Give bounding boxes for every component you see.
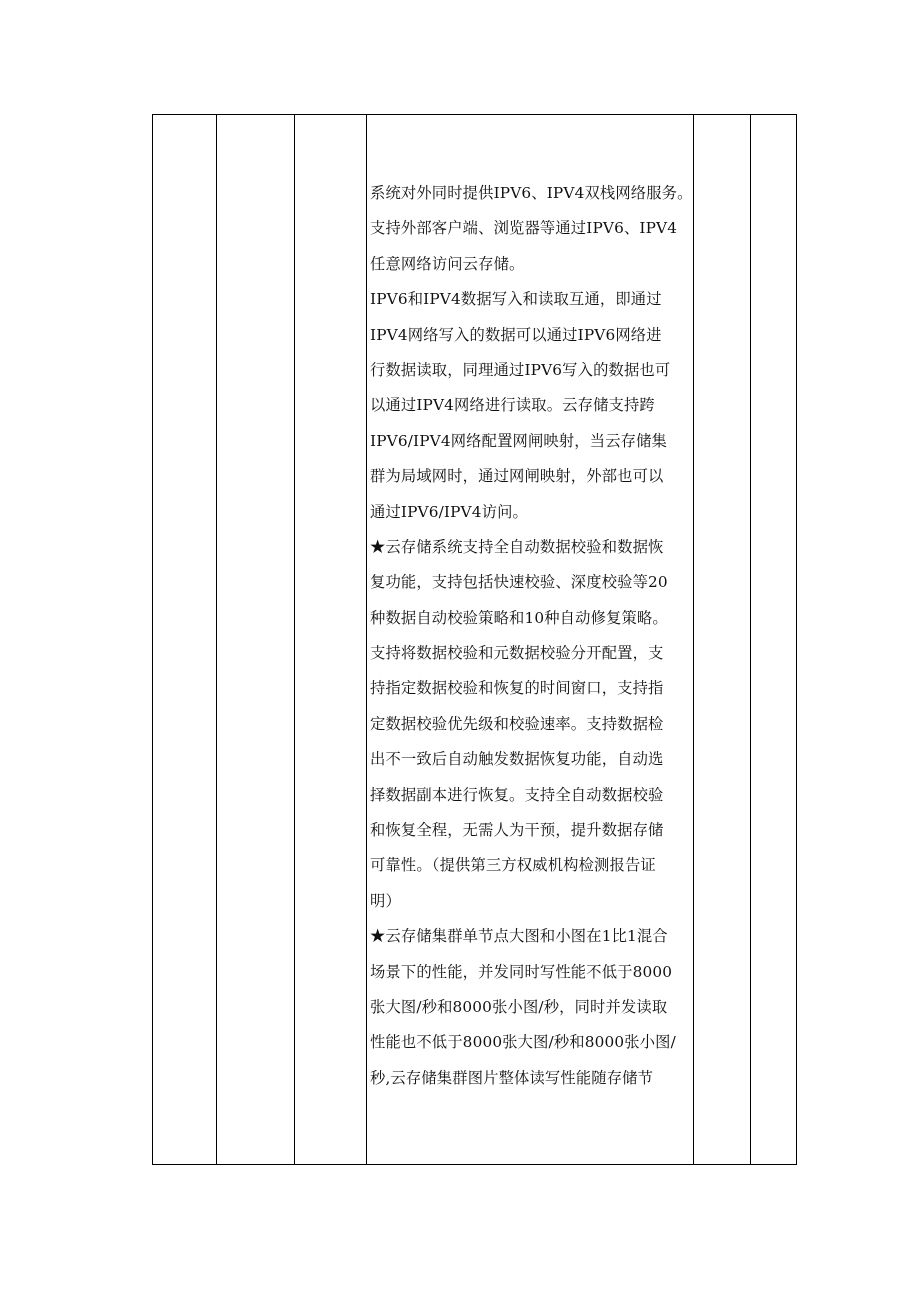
spec-text-line: ★云存储集群单节点大图和小图在1比1混合 [370, 927, 668, 946]
spec-text-line: 性能也不低于8000张大图/秒和8000张小图/ [370, 1033, 676, 1052]
spec-text-line: 明） [370, 891, 401, 910]
table-row [153, 115, 797, 1165]
empty-cell-col-5 [694, 115, 751, 1165]
spec-text-line: IPV6和IPV4数据写入和读取互通，即通过 [370, 290, 662, 309]
spec-text-line: 复功能，支持包括快速校验、深度校验等20 [370, 573, 668, 592]
spec-text-line: 以通过IPV4网络进行读取。云存储支持跨 [370, 396, 655, 415]
spec-table [152, 114, 797, 1165]
spec-text-line: 定数据校验优先级和校验速率。支持数据检 [370, 714, 664, 733]
spec-text-line: 种数据自动校验策略和10种自动修复策略。 [370, 608, 668, 627]
spec-text-line: 可靠性。（提供第三方权威机构检测报告证 [370, 856, 656, 875]
spec-text-line: 通过IPV6/IPV4访问。 [370, 502, 528, 521]
empty-cell-col-2 [217, 115, 295, 1165]
spec-text-line: 场景下的性能，并发同时写性能不低于8000 [370, 962, 673, 981]
spec-text-line: 张大图/秒和8000张小图/秒，同时并发读取 [370, 997, 668, 1016]
spec-text-line: 支持将数据校验和元数据校验分开配置，支 [370, 644, 664, 663]
spec-text-line: 支持外部客户端、浏览器等通过IPV6、IPV4 [370, 219, 678, 238]
spec-text-line: 行数据读取，同理通过IPV6写入的数据也可 [370, 360, 671, 379]
spec-text-line: ★云存储系统支持全自动数据校验和数据恢 [370, 537, 664, 556]
spec-text-line: IPV6/IPV4网络配置网闸映射，当云存储集 [370, 431, 667, 450]
spec-text-line: 秒,云存储集群图片整体读写性能随存储节 [370, 1068, 654, 1087]
empty-cell-col-6 [751, 115, 797, 1165]
spec-text-line: 系统对外同时提供IPV6、IPV4双栈网络服务。 [370, 184, 693, 202]
spec-content-cell [367, 115, 694, 1165]
spec-text-line: 群为局域网时，通过网闸映射，外部也可以 [370, 467, 664, 486]
spec-text-line: 和恢复全程，无需人为干预，提升数据存储 [370, 821, 664, 840]
empty-cell-col-3 [295, 115, 367, 1165]
spec-text-line: 择数据副本进行恢复。支持全自动数据校验 [370, 785, 664, 804]
spec-text-line: 持指定数据校验和恢复的时间窗口，支持指 [370, 679, 664, 698]
spec-text-line: 任意网络访问云存储。 [370, 254, 525, 273]
spec-text-line: IPV4网络写入的数据可以通过IPV6网络进 [370, 325, 662, 344]
empty-cell-col-1 [153, 115, 217, 1165]
spec-text-line: 出不一致后自动触发数据恢复功能，自动选 [370, 750, 664, 769]
spec-text-block [370, 176, 696, 1096]
